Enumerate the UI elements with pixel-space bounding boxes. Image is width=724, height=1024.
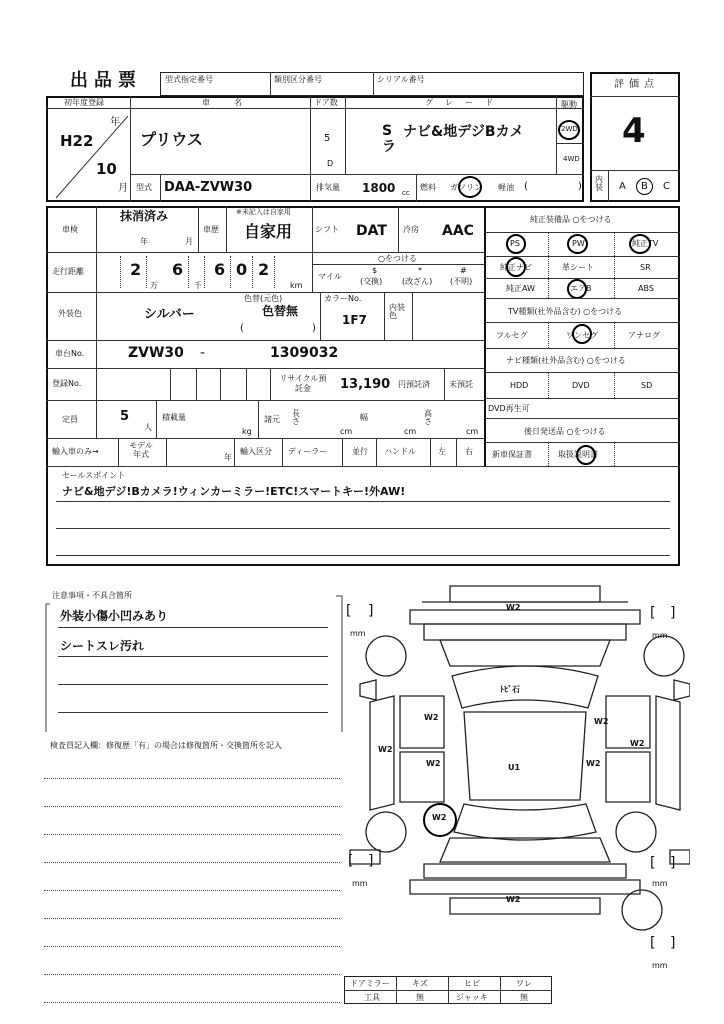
bracket-spare-close: ] (670, 935, 676, 951)
bracket-rl-close: ] (368, 853, 374, 869)
bracket-rr-close: ] (670, 855, 676, 871)
navi-sd: SD (641, 381, 653, 390)
later-warranty: 新車保証書 (492, 450, 532, 459)
history-note: ※未記入は自家用 (236, 208, 291, 216)
fuel-diesel: 軽油 (498, 183, 514, 192)
interior-selected-circle (636, 178, 653, 195)
mileage-circle-label: ○をつける (378, 254, 417, 263)
issue-2: シートスレ汚れ (60, 639, 144, 653)
inspector-label: 検査員記入欄：修復歴「有」の場合は修復箇所・交換箇所を記入 (50, 741, 282, 750)
fuel-label: 燃料 (420, 183, 436, 192)
mm-rl: mm (352, 879, 368, 888)
first-reg-month: 10 (96, 160, 117, 178)
handle-label: ハンドル (384, 447, 416, 456)
model-year-label: モデル年式 (129, 441, 153, 459)
history-label: 車歴 (203, 225, 219, 234)
interior-grade-b: B (641, 181, 648, 192)
dims-unit-height: cm (466, 427, 479, 436)
mileage-altered-sym: * (418, 266, 422, 275)
fuel-paren-open: ( (524, 181, 528, 192)
mark-roof: U1 (508, 763, 521, 772)
tv-analog: アナログ (628, 331, 660, 340)
first-reg-month-unit: 月 (118, 183, 128, 194)
tv-oneseg: ワンセグ (566, 331, 598, 340)
displacement-value: 1800 (362, 181, 396, 195)
first-reg-diagonal (48, 110, 130, 202)
mark-rear-fender: W2 (432, 813, 447, 822)
mm-fl: mm (350, 629, 366, 638)
import-class-label: 輸入区分 (240, 447, 272, 456)
fuel-paren-close: ) (578, 181, 582, 192)
mileage-exchange: (交換) (360, 277, 383, 286)
chassis-label: 車台No. (55, 349, 85, 358)
navi-title: ナビ種類(社外品含む) ○をつける (506, 356, 626, 365)
mileage-km-unit: km (290, 281, 303, 290)
model-year-unit: 年 (224, 453, 232, 462)
mark-rear-door-right: W2 (586, 759, 601, 768)
legend-door-mirror: ドアミラー (350, 979, 390, 988)
dims-height: 高さ (424, 409, 432, 426)
displacement-unit: cc (402, 189, 410, 197)
sales-point-text: ナビ&地デジ!Bカメラ!ウィンカーミラー!ETC!スマートキー!外AW! (62, 485, 406, 498)
handle-right: 右 (465, 447, 473, 456)
color-change-label: 色替(元色) (244, 294, 283, 303)
mileage-digit-2: 6 (172, 260, 184, 279)
inspection-year-unit: 年 (140, 237, 148, 246)
dims-length: 長さ (292, 409, 300, 426)
color-paren-open: ( (240, 323, 244, 334)
mileage-mile: マイル (318, 272, 342, 281)
equip-abs: ABS (638, 284, 654, 293)
serial-number-label: シリアル番号 (377, 75, 425, 84)
mileage-label: 走行距離 (52, 267, 84, 276)
dims-unit-width: cm (404, 427, 417, 436)
later-manual: 取扱説明書 (558, 450, 598, 459)
issues-label: 注意事項・不具合箇所 (52, 591, 132, 600)
mileage-digit-4: 0 (236, 260, 248, 279)
equip-sr: SR (640, 263, 651, 272)
later-title: 後日発送品 ○をつける (524, 427, 606, 436)
interior-grade-a: A (619, 181, 626, 192)
mark-front-door-left: W2 (424, 713, 439, 722)
capacity-value: 5 (120, 409, 130, 424)
mark-windshield: ﾄﾋﾞ石 (500, 685, 520, 694)
mm-rr: mm (652, 879, 668, 888)
mileage-man-unit: 万 (150, 281, 158, 290)
ac-value: AAC (442, 223, 474, 239)
legend-break: ワレ (516, 979, 532, 988)
equip-tv: 純正TV (632, 239, 659, 248)
car-diagram (340, 580, 690, 1010)
issue-1: 外装小傷小凹みあり (60, 609, 169, 623)
legend-jack: ジャッキ (456, 993, 488, 1002)
first-reg-year-unit: 年 (110, 117, 120, 128)
model-designation-label: 型式指定番号 (165, 75, 213, 84)
import-dealer: ディーラー (288, 447, 328, 456)
grade-prefix: S (382, 123, 393, 139)
inspection-label: 車検 (62, 225, 78, 234)
header-number-row (160, 72, 584, 96)
legend-tools-value: 無 (416, 993, 424, 1002)
interior-label: 内装 (595, 175, 603, 192)
sheet-title: 出品票 (70, 70, 142, 91)
equip-tv-circle (629, 234, 651, 254)
mark-front-bumper: W2 (506, 603, 521, 612)
mileage-unknown-sym: # (460, 266, 467, 275)
car-name-label: 車名 (202, 98, 266, 107)
bracket-fr-close: ] (670, 605, 676, 621)
equip-ps-circle (506, 234, 526, 254)
mileage-exchange-sym: $ (372, 266, 378, 275)
doors-label: ドア数 (314, 98, 338, 107)
mark-left-side: W2 (378, 745, 393, 754)
bracket-rr-open: [ (650, 855, 656, 871)
color-no-label: カラーNo. (324, 294, 362, 303)
legend-tools: 工具 (364, 993, 380, 1002)
shift-value: DAT (356, 223, 387, 239)
bracket-fl-open: [ (346, 603, 352, 619)
mileage-digit-3: 6 (214, 260, 226, 279)
displacement-label: 排気量 (316, 183, 340, 192)
chassis-number: 1309032 (270, 345, 339, 361)
dims-width: 幅 (360, 413, 368, 422)
fuel-gasoline: ガソリン (450, 183, 482, 192)
color-label: 外装色 (58, 309, 82, 318)
legend-jack-value: 無 (520, 993, 528, 1002)
score-label: 評価点 (614, 79, 659, 90)
interior-grade-c: C (663, 181, 670, 192)
chassis-dash: - (200, 345, 206, 361)
mark-rear-door-left: W2 (426, 759, 441, 768)
import-parallel: 並行 (352, 447, 368, 456)
equip-airbag: エアB (570, 284, 592, 293)
sales-point-label: セールスポイント (62, 471, 126, 480)
doors-value: 5 (324, 133, 331, 144)
equip-navi-circle (506, 257, 526, 277)
capacity-label: 定員 (62, 415, 78, 424)
legend-crack: ヒビ (464, 979, 480, 988)
mileage-unknown: (不明) (450, 277, 473, 286)
mark-front-door-right: W2 (594, 717, 609, 726)
shift-label: シフト (315, 225, 339, 234)
later-manual-circle (576, 445, 596, 465)
import-label: 輸入車のみ→ (52, 447, 99, 456)
equip-navi: 純正ナビ (500, 263, 532, 272)
mileage-digit-5: 2 (258, 260, 270, 279)
equip-pw-circle (567, 234, 588, 254)
interior-color-label: 内装色 (389, 303, 405, 320)
mileage-sen-unit: 千 (194, 281, 202, 290)
legend-scratch: キズ (412, 979, 428, 988)
drive-2wd-circle (558, 120, 580, 140)
dims-unit-length: cm (340, 427, 353, 436)
chassis-model: ZVW30 (128, 345, 184, 361)
load-unit: kg (242, 427, 252, 436)
dvd-playback: DVD再生可 (488, 404, 530, 413)
mileage-digit-1: 2 (130, 260, 142, 279)
tv-title: TV種類(社外品含む) ○をつける (508, 307, 623, 316)
model-value: DAA-ZVW30 (164, 180, 253, 195)
doors-suffix: D (327, 159, 334, 168)
first-reg-label: 初年度登録 (64, 98, 104, 107)
grade-label: グレード (425, 98, 505, 107)
load-label: 積載量 (162, 413, 186, 422)
equip-pw: PW (572, 239, 585, 248)
model-label: 型式 (136, 183, 152, 192)
recycle-label: リサイクル預託金 (279, 374, 327, 393)
handle-left: 左 (438, 447, 446, 456)
color-value: シルバー (144, 307, 195, 322)
bracket-fl-close: ] (368, 603, 374, 619)
first-reg-era: H22 (60, 132, 94, 150)
equip-airbag-circle (567, 279, 587, 299)
equip-aw: 純正AW (506, 284, 535, 293)
grade-prefix-2: ラ (382, 139, 396, 155)
bracket-spare-open: [ (650, 935, 656, 951)
mark-rear-bumper: W2 (506, 895, 521, 904)
bracket-fr-open: [ (650, 605, 656, 621)
mm-fr: mm (652, 631, 668, 640)
drive-4wd: 4WD (563, 155, 580, 163)
tv-oneseg-circle (572, 324, 592, 344)
regno-label: 登録No. (52, 379, 82, 388)
ac-label: 冷房 (403, 225, 419, 234)
drive-2wd: 2WD (561, 125, 578, 133)
score-value: 4 (622, 111, 646, 151)
tv-fullseg: フルセグ (496, 331, 528, 340)
mm-spare: mm (652, 961, 668, 970)
recycle-value: 13,190 (340, 377, 391, 392)
equip-leather: 革シート (562, 263, 594, 272)
navi-dvd: DVD (572, 381, 590, 390)
inspection-value: 抹消済み (120, 209, 169, 223)
navi-hdd: HDD (510, 381, 529, 390)
bracket-rl-open: [ (348, 853, 354, 869)
mark-right-side: W2 (630, 739, 645, 748)
recycle-unpaid: 未預託 (449, 380, 473, 389)
color-change-value: 色替無 (262, 304, 299, 318)
color-no-value: 1F7 (342, 313, 367, 327)
dims-label: 諸元 (264, 415, 280, 424)
genuine-title: 純正装備品 ○をつける (530, 215, 612, 224)
drive-label: 駆動 (561, 100, 577, 109)
inspection-month-unit: 月 (185, 237, 193, 246)
mileage-altered: (改ざん) (402, 277, 433, 286)
category-number-label: 類別区分番号 (274, 75, 322, 84)
color-paren-close: ) (312, 323, 316, 334)
car-name: プリウス (140, 130, 203, 149)
history-value: 自家用 (244, 222, 293, 241)
equip-ps: PS (510, 239, 520, 248)
capacity-unit: 人 (144, 423, 152, 432)
grade-value: ナビ&地デジBカメ (403, 124, 524, 140)
fuel-gasoline-circle (458, 176, 482, 198)
recycle-paid: 円預託済 (398, 380, 430, 389)
